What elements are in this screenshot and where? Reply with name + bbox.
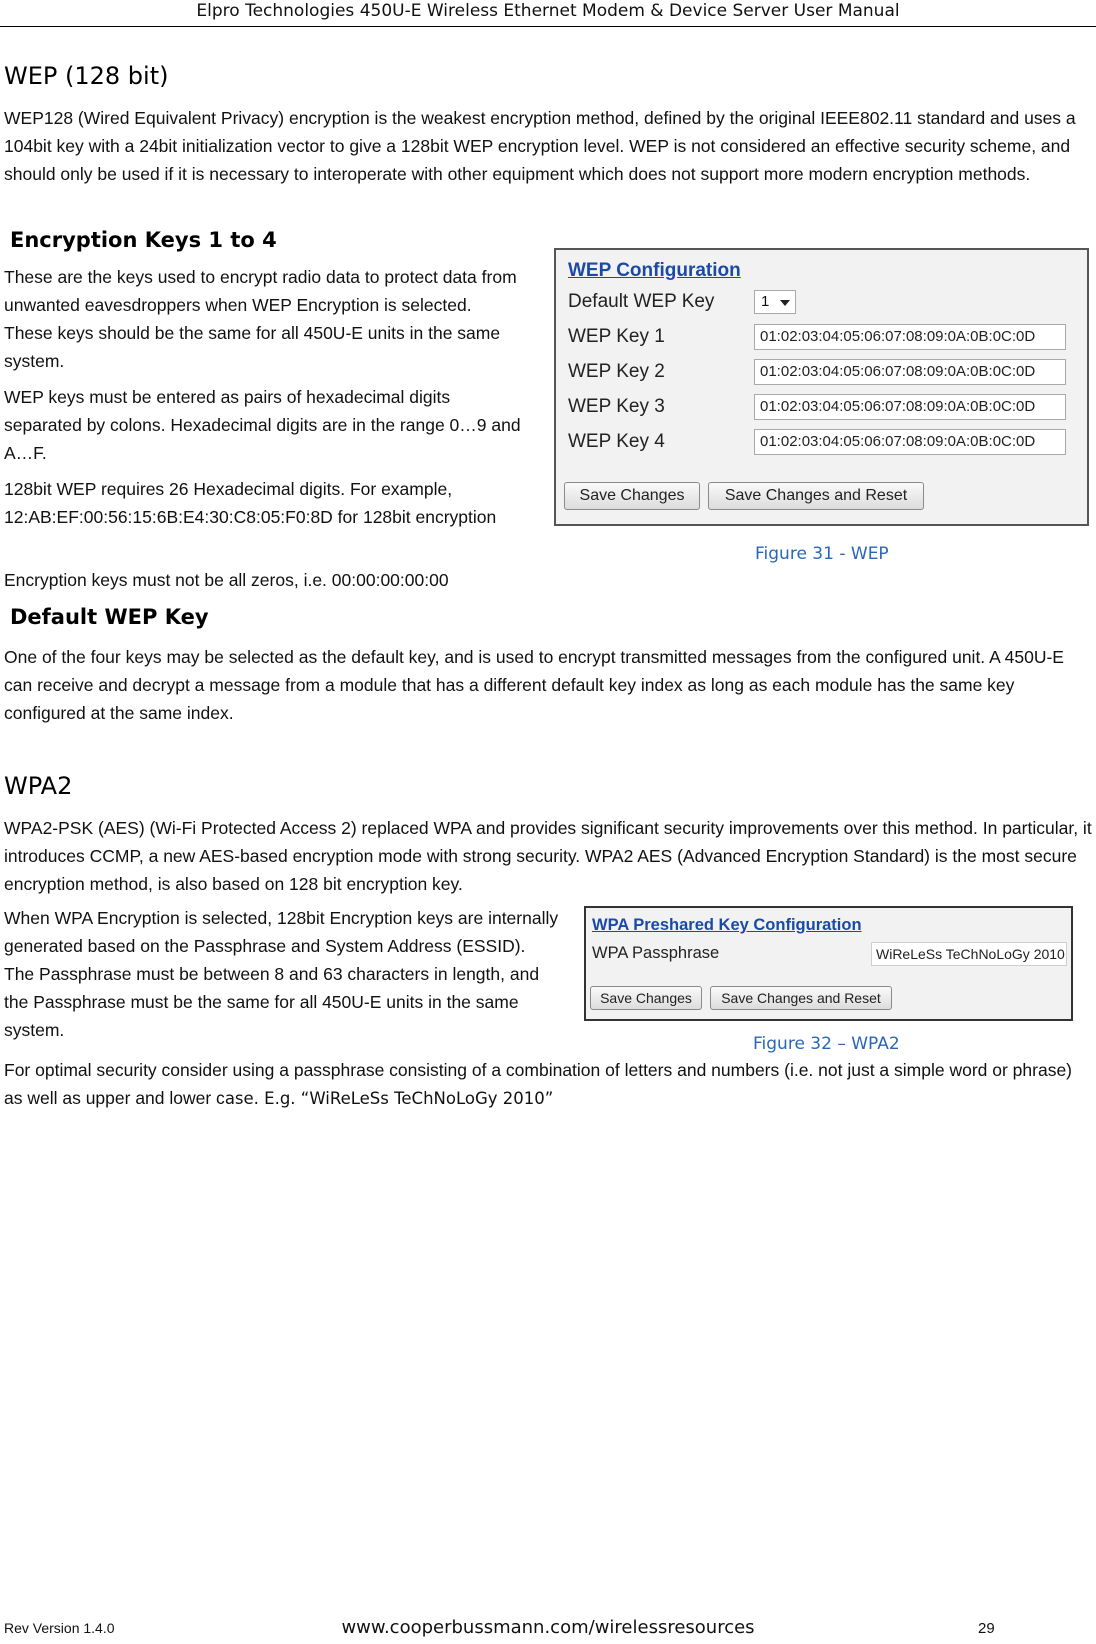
keys-paragraph-3: 128bit WEP requires 26 Hexadecimal digits. For example, 12:AB:EF:00:56:15:6B:E4:30:C8:05:F0:8D for 128bit encryption (4, 479, 497, 527)
wep128-paragraph: WEP128 (Wired Equivalent Privacy) encryption is the weakest encryption method, defined by the original IEEE802.11 standard and uses a 104bit key with a 24bit initialization vector to give a 128bit WEP encryption level. WEP is not considered an effective security scheme, and should only be used if it is necessary to interoperate with other equipment which does not support more modern encryption methods. (4, 108, 1076, 184)
wep-key-2-input[interactable]: 01:02:03:04:05:06:07:08:09:0A:0B:0C:0D (754, 359, 1066, 385)
wep-key-3-label: WEP Key 3 (568, 396, 665, 417)
wpa-save-changes-and-reset-button[interactable]: Save Changes and Reset (710, 986, 892, 1010)
wpa-passphrase-input[interactable]: WiReLeSs TeChNoLoGy 2010 (871, 942, 1067, 966)
wpa-config-title[interactable]: WPA Preshared Key Configuration (592, 916, 862, 934)
wpa2-paragraph-3-tail: ase. E.g. “WiReLeSs TeChNoLoGy 2010” (224, 1089, 554, 1108)
keys-paragraph-2: WEP keys must be entered as pairs of hexadecimal digits separated by colons. Hexadecimal digits are in the range 0…9 and A…F. (4, 387, 521, 463)
heading-encryption-keys: Encryption Keys 1 to 4 (10, 228, 277, 252)
page-header (0, 0, 1096, 27)
wep-key-3-input[interactable]: 01:02:03:04:05:06:07:08:09:0A:0B:0C:0D (754, 394, 1066, 420)
wep-configuration-panel (554, 248, 1089, 526)
heading-wpa2: WPA2 (4, 772, 73, 800)
wpa2-paragraph-3 (4, 1056, 1092, 1113)
keys-paragraph-4: Encryption keys must not be all zeros, i.e. 00:00:00:00:00 (4, 570, 449, 590)
wpa2-paragraph-1: WPA2-PSK (AES) (Wi-Fi Protected Access 2) replaced WPA and provides significant security improvements over this method. In particular, it introduces CCMP, a new AES-based encryption mode with strong security. WPA2 AES (Advanced Encryption Standard) is the most secure encryption method, is also based on 128 bit encryption key. (4, 818, 1092, 894)
wep-key-4-input[interactable]: 01:02:03:04:05:06:07:08:09:0A:0B:0C:0D (754, 429, 1066, 455)
default-wep-key-label: Default WEP Key (568, 291, 715, 312)
manual-title: Elpro Technologies 450U-E Wireless Ethernet Modem & Device Server User Manual (196, 1, 900, 21)
footer-version: Rev Version 1.4.0 (4, 1620, 115, 1636)
wep-key-4-label: WEP Key 4 (568, 431, 665, 452)
save-changes-and-reset-button[interactable]: Save Changes and Reset (708, 482, 924, 510)
wep-key-1-input[interactable]: 01:02:03:04:05:06:07:08:09:0A:0B:0C:0D (754, 324, 1066, 350)
wpa-save-changes-button[interactable]: Save Changes (590, 986, 702, 1010)
wep-key-2-label: WEP Key 2 (568, 361, 665, 382)
figure-32-caption: Figure 32 – WPA2 (753, 1034, 900, 1054)
wpa2-paragraph-3-lead: For optimal security consider using a passphrase consisting of a combination of letters and numbers (i.e. not just a simple word or phrase) as well as upper and lower c (4, 1060, 1073, 1108)
figure-31-caption: Figure 31 - WEP (755, 544, 889, 564)
default-wep-key-value: 1 (761, 293, 770, 310)
wep-key-1-label: WEP Key 1 (568, 326, 665, 347)
save-changes-button[interactable]: Save Changes (564, 482, 700, 510)
footer-url[interactable]: www.cooperbussmann.com/wirelessresources (341, 1617, 755, 1638)
default-wep-key-select[interactable] (754, 290, 796, 314)
keys-paragraph-1: These are the keys used to encrypt radio data to protect data from unwanted eavesdroppers when WEP Encryption is selected. These keys should be the same for all 450U-E units in the same system. (4, 267, 517, 371)
wep-config-title[interactable]: WEP Configuration (568, 260, 741, 281)
default-key-paragraph: One of the four keys may be selected as the default key, and is used to encrypt transmitted messages from the configured unit. A 450U-E can receive and decrypt a message from a module that has a different default key index as long as each module has the same key configured at the same index. (4, 647, 1064, 723)
page-number: 29 (978, 1620, 995, 1637)
wpa-preshared-key-panel (584, 906, 1073, 1021)
heading-wep128: WEP (128 bit) (4, 62, 169, 90)
wpa-passphrase-label: WPA Passphrase (592, 944, 720, 962)
heading-default-wep-key: Default WEP Key (10, 605, 209, 629)
chevron-down-icon (780, 300, 790, 306)
wpa2-paragraph-2: When WPA Encryption is selected, 128bit Encryption keys are internally generated based on the Passphrase and System Address (ESSID). The Passphrase must be between 8 and 63 characters in length, and the Passphrase must be the same for all 450U-E units in the same system. (4, 908, 559, 1040)
